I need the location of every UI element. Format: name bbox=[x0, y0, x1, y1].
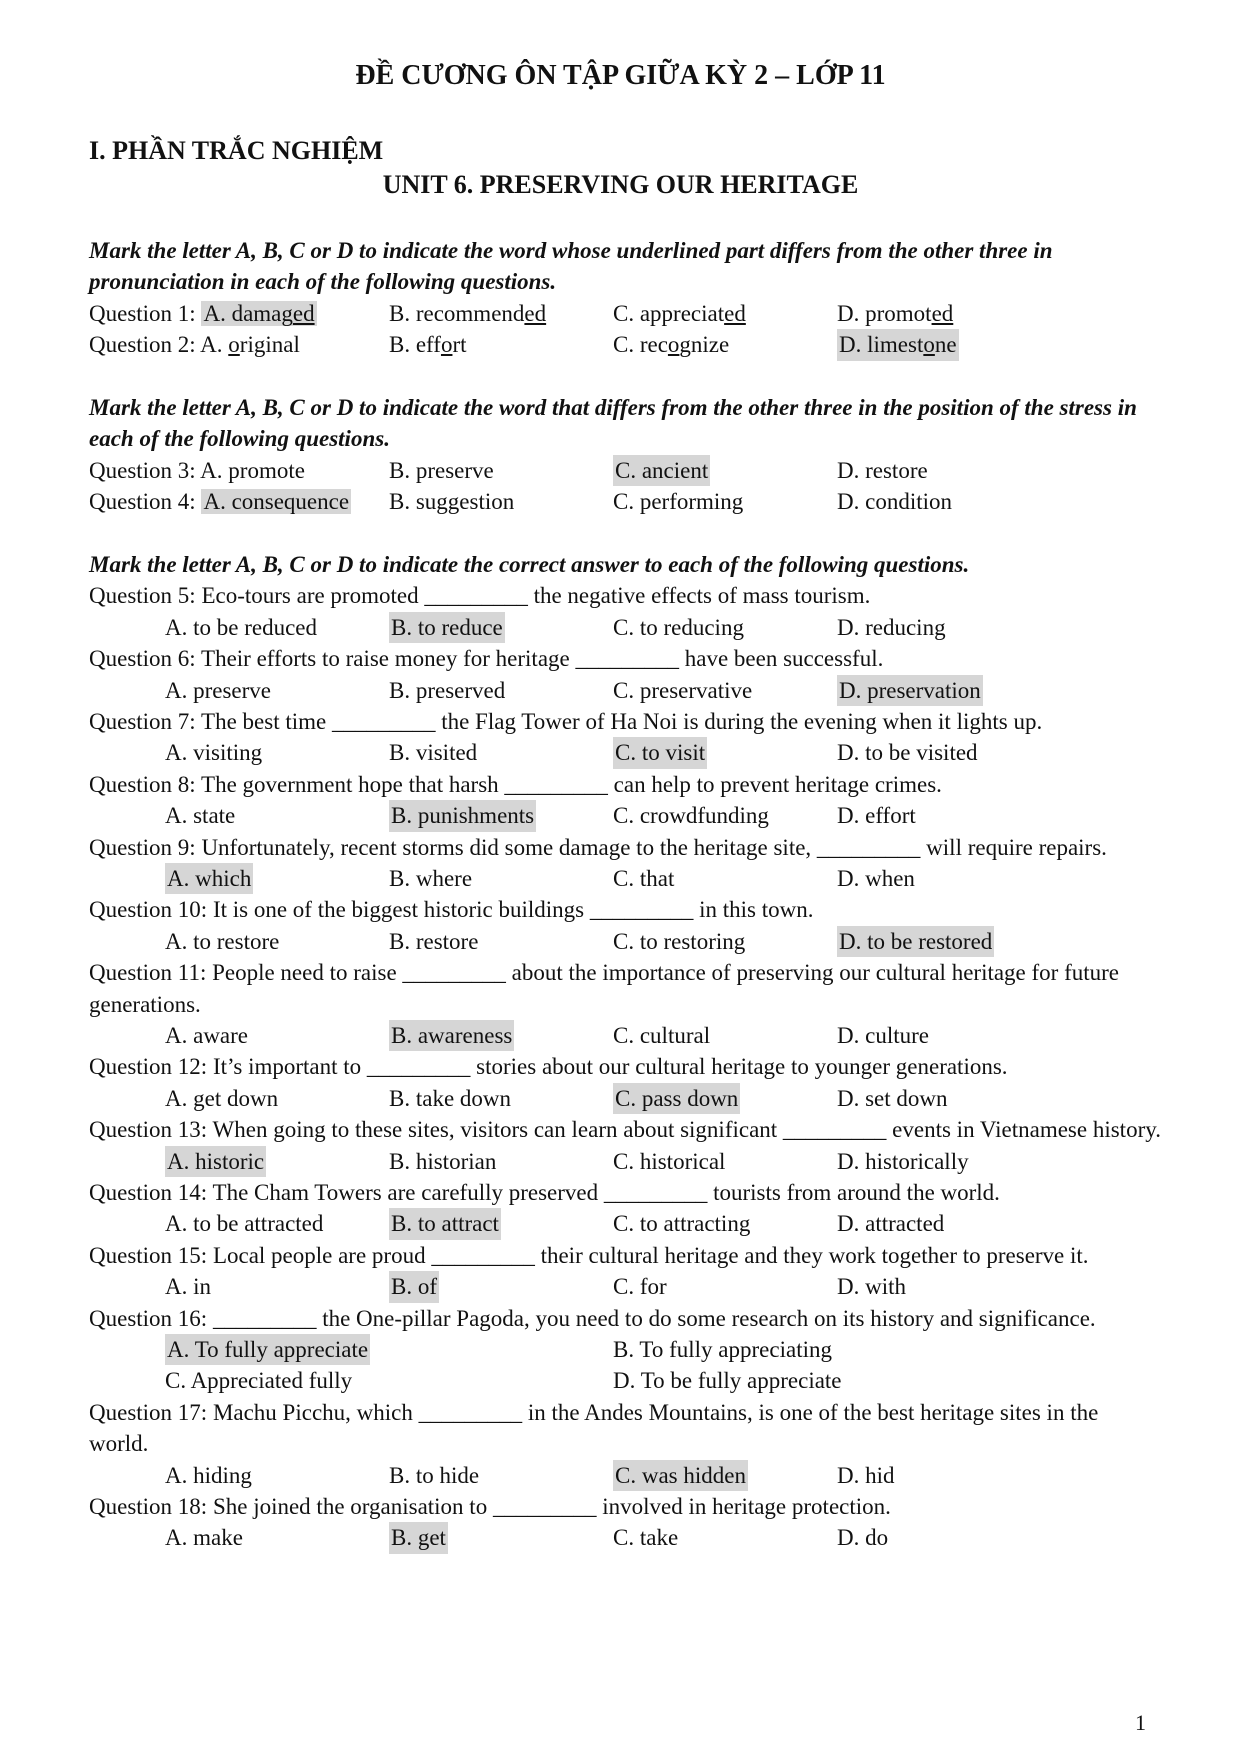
option-c: C. was hidden bbox=[613, 1460, 748, 1491]
question-16-text: Question 16: _________ the One-pillar Pagoda, you need to do some research on its history and significance. bbox=[89, 1305, 1096, 1331]
question-10-text: Question 10: It is one of the biggest historic buildings _________ in this town. bbox=[89, 897, 814, 923]
option-b: B. of bbox=[389, 1271, 439, 1302]
option-c: C. to reducing bbox=[613, 614, 744, 640]
question-4-option-d: D. condition bbox=[837, 489, 952, 515]
question-1 bbox=[89, 298, 1161, 329]
option-b: B. historian bbox=[389, 1148, 497, 1174]
question-8-text: Question 8: The government hope that harsh _________ can help to prevent heritage crimes. bbox=[89, 771, 942, 797]
option-b: B. awareness bbox=[389, 1020, 514, 1051]
option-b: B. get bbox=[389, 1522, 448, 1553]
question-1-options-a: Question 1: A. damaged bbox=[89, 300, 315, 326]
question-11-options bbox=[89, 1020, 1161, 1051]
option-a: A. state bbox=[165, 803, 236, 829]
option-c: C. cultural bbox=[613, 1022, 711, 1048]
question-1-option-b: B. recommended bbox=[389, 300, 547, 326]
question-content bbox=[89, 235, 1161, 1554]
option-d: D. reducing bbox=[837, 614, 946, 640]
option-a: A. To fully appreciate bbox=[165, 1334, 370, 1365]
option-a: A. which bbox=[165, 863, 253, 894]
option-d: D. culture bbox=[837, 1022, 929, 1048]
option-d: D. when bbox=[837, 865, 915, 891]
question-2-option-c: C. recognize bbox=[613, 332, 730, 358]
question-16-options-row-1 bbox=[89, 1334, 1161, 1365]
question-3-option-c: C. ancient bbox=[613, 455, 710, 486]
option-c: C. to restoring bbox=[613, 928, 746, 954]
instruction-stress: Mark the letter A, B, C or D to indicate the word that differs from the other three in the position of the stress in each of the following questions. bbox=[89, 394, 1137, 452]
option-a: A. hiding bbox=[165, 1462, 252, 1488]
option-c: C. take bbox=[613, 1525, 679, 1551]
option-c: C. to visit bbox=[613, 737, 707, 768]
instruction-correct-answer: Mark the letter A, B, C or D to indicate the correct answer to each of the following questions. bbox=[89, 551, 970, 577]
question-6-text: Question 6: Their efforts to raise money for heritage _________ have been successful. bbox=[89, 646, 884, 672]
question-4-option-b: B. suggestion bbox=[389, 489, 515, 515]
question-3-option-d: D. restore bbox=[837, 457, 928, 483]
instruction-pronunciation: Mark the letter A, B, C or D to indicate the word whose underlined part differs from the other three in pronunciation in each of the following questions. bbox=[89, 238, 1053, 295]
question-9-text: Question 9: Unfortunately, recent storms did some damage to the heritage site, _________ will require repairs. bbox=[89, 834, 1107, 860]
question-17-text: Question 17: Machu Picchu, which _________ in the Andes Mountains, is one of the best heritage sites in the world. bbox=[89, 1399, 1099, 1457]
option-d: D. hid bbox=[837, 1462, 895, 1488]
question-8-options bbox=[89, 800, 1161, 831]
option-d: D. historically bbox=[837, 1148, 969, 1174]
option-b: B. to attract bbox=[389, 1208, 501, 1239]
option-c: C. for bbox=[613, 1274, 667, 1300]
option-a: A. to be reduced bbox=[165, 614, 317, 640]
question-4-option-a: A. consequence bbox=[203, 489, 350, 515]
page-number: 1 bbox=[1135, 1710, 1146, 1735]
option-b: B. to hide bbox=[389, 1462, 480, 1488]
option-d: D. effort bbox=[837, 803, 916, 829]
option-b: B. punishments bbox=[389, 800, 536, 831]
option-c: C. preservative bbox=[613, 677, 753, 703]
option-d: D. preservation bbox=[837, 675, 983, 706]
option-a: A. visiting bbox=[165, 740, 263, 766]
question-9-options bbox=[89, 863, 1161, 894]
question-4-option-c: C. performing bbox=[613, 489, 744, 515]
question-12-options bbox=[89, 1083, 1161, 1114]
question-18-options bbox=[89, 1522, 1161, 1553]
question-13-text: Question 13: When going to these sites, visitors can learn about significant _________ events in Vietnamese history. bbox=[89, 1117, 1161, 1143]
question-4: Question 4: A. consequence B. suggestion C. performing D. condition bbox=[89, 486, 1161, 517]
option-d: D. with bbox=[837, 1274, 906, 1300]
option-a: A. to restore bbox=[165, 928, 280, 954]
option-b: B. To fully appreciating bbox=[613, 1336, 832, 1362]
option-d: D. set down bbox=[837, 1085, 948, 1111]
question-16-options-row-2 bbox=[89, 1365, 1161, 1396]
question-2-option-a: Question 2: A. original bbox=[89, 332, 300, 358]
question-6-options bbox=[89, 675, 1161, 706]
question-14-options bbox=[89, 1208, 1161, 1239]
question-3: Question 3: A. promote B. preserve C. ancient D. restore bbox=[89, 455, 1161, 486]
option-a: A. in bbox=[165, 1274, 211, 1300]
option-d: D. to be visited bbox=[837, 740, 978, 766]
option-d: D. do bbox=[837, 1525, 889, 1551]
document-title: ĐỀ CƯƠNG ÔN TẬP GIỮA KỲ 2 – LỚP 11 bbox=[355, 60, 886, 91]
question-3-option-a: A. promote bbox=[200, 457, 305, 483]
option-c: C. to attracting bbox=[613, 1211, 751, 1237]
question-15-text: Question 15: Local people are proud _________ their cultural heritage and they work together to preserve it. bbox=[89, 1242, 1089, 1268]
option-a: A. to be attracted bbox=[165, 1211, 324, 1237]
question-13-options bbox=[89, 1146, 1161, 1177]
option-a: A. get down bbox=[165, 1085, 279, 1111]
question-2-option-d: D. limestone bbox=[837, 329, 959, 360]
question-7-options bbox=[89, 737, 1161, 768]
option-a: A. historic bbox=[165, 1146, 266, 1177]
question-15-options bbox=[89, 1271, 1161, 1302]
question-5-text: Question 5: Eco-tours are promoted _________ the negative effects of mass tourism. bbox=[89, 583, 871, 609]
question-12-text: Question 12: It’s important to _________ stories about our cultural heritage to younger generations. bbox=[89, 1054, 1008, 1080]
question-10-options bbox=[89, 926, 1161, 957]
question-17-options bbox=[89, 1460, 1161, 1491]
question-5-options bbox=[89, 612, 1161, 643]
option-b: B. visited bbox=[389, 740, 478, 766]
option-b: B. restore bbox=[389, 928, 479, 954]
question-3-option-b: B. preserve bbox=[389, 457, 494, 483]
option-d: D. to be restored bbox=[837, 926, 994, 957]
option-d: D. To be fully appreciate bbox=[613, 1368, 842, 1394]
question-2-option-b: B. effort bbox=[389, 332, 467, 358]
option-b: B. preserved bbox=[389, 677, 506, 703]
question-2 bbox=[89, 329, 1161, 360]
question-14-text: Question 14: The Cham Towers are carefully preserved _________ tourists from around the world. bbox=[89, 1179, 1000, 1205]
unit-title: UNIT 6. PRESERVING OUR HERITAGE bbox=[382, 170, 859, 199]
option-c: C. crowdfunding bbox=[613, 803, 769, 829]
option-c: C. pass down bbox=[613, 1083, 740, 1114]
option-c: C. that bbox=[613, 865, 675, 891]
option-a: A. aware bbox=[165, 1022, 249, 1048]
option-b: B. to reduce bbox=[389, 612, 505, 643]
question-1-option-c: C. appreciated bbox=[613, 300, 746, 326]
question-11-text: Question 11: People need to raise _________ about the importance of preserving our cultural heritage for future generations. bbox=[89, 960, 1120, 1017]
option-a: A. make bbox=[165, 1525, 243, 1551]
option-d: D. attracted bbox=[837, 1211, 945, 1237]
answer-highlight: A. damaged bbox=[203, 300, 315, 326]
option-c: C. historical bbox=[613, 1148, 726, 1174]
option-b: B. take down bbox=[389, 1085, 512, 1111]
question-7-text: Question 7: The best time _________ the Flag Tower of Ha Noi is during the evening when it lights up. bbox=[89, 708, 1043, 734]
part-title: I. PHẦN TRẮC NGHIỆM bbox=[89, 136, 384, 165]
option-a: A. preserve bbox=[165, 677, 272, 703]
option-c: C. Appreciated fully bbox=[165, 1368, 353, 1394]
option-b: B. where bbox=[389, 865, 473, 891]
question-1-option-d: D. promoted bbox=[837, 300, 954, 326]
question-18-text: Question 18: She joined the organisation to _________ involved in heritage protection. bbox=[89, 1493, 891, 1519]
